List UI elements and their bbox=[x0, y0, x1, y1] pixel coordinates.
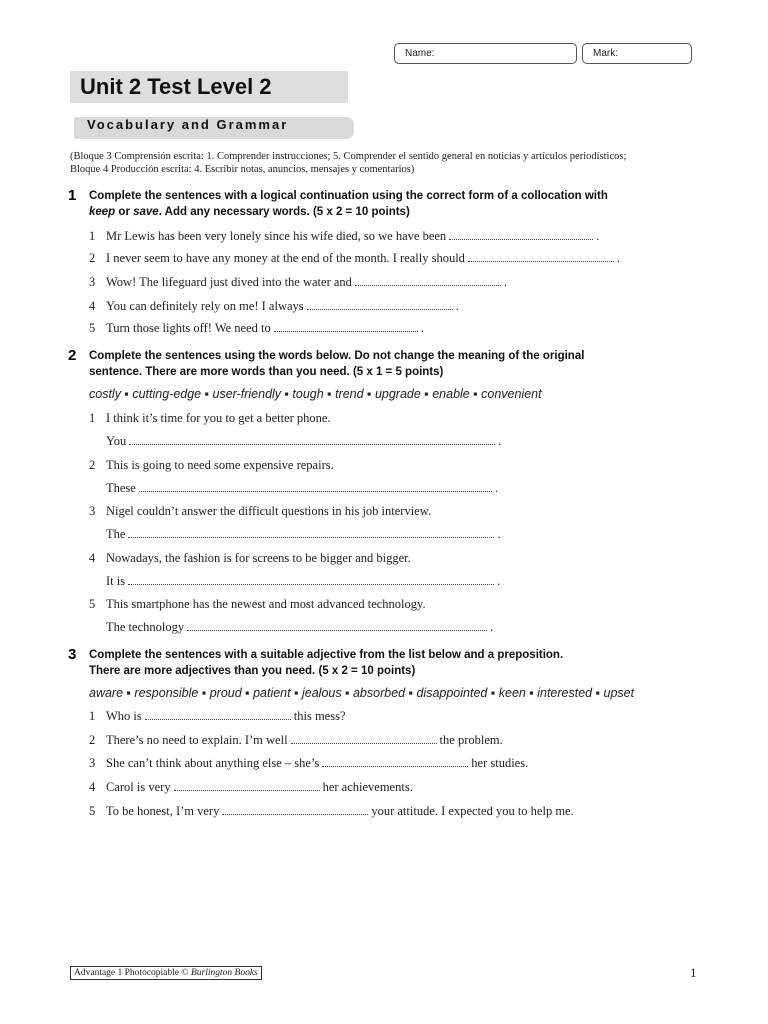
answer-start: You bbox=[106, 434, 127, 448]
exercise-1-item-1 bbox=[89, 229, 599, 244]
exercise-2-item-1 bbox=[89, 411, 331, 426]
exercise-3-instructions bbox=[89, 647, 689, 679]
item-end: . bbox=[498, 434, 502, 448]
copyright-footer bbox=[70, 966, 262, 980]
exercise-1-instruction-line-2 bbox=[89, 204, 689, 220]
answer-blank[interactable] bbox=[129, 435, 495, 445]
item-number: 1 bbox=[89, 229, 96, 243]
item-end: . bbox=[455, 299, 459, 313]
publisher-name: Burlington Books bbox=[190, 968, 258, 978]
keyword-keep: keep bbox=[89, 206, 116, 218]
exercise-3-word-list: aware ▪ responsible ▪ proud ▪ patient ▪ jealous ▪ absorbed ▪ disappointed ▪ keen ▪ interested ▪ upset bbox=[89, 686, 635, 700]
item-text: Nowadays, the fashion is for screens to be bigger and bigger. bbox=[106, 551, 411, 565]
item-number: 1 bbox=[89, 709, 96, 723]
item-number: 4 bbox=[89, 551, 96, 565]
item-end: . bbox=[490, 620, 494, 634]
item-text: This smartphone has the newest and most advanced technology. bbox=[106, 597, 426, 611]
answer-blank[interactable] bbox=[222, 805, 368, 815]
keyword-save: save bbox=[133, 206, 159, 218]
item-end: . bbox=[494, 481, 498, 495]
item-before: Who is bbox=[106, 709, 142, 723]
answer-blank[interactable] bbox=[139, 482, 492, 492]
item-number: 4 bbox=[89, 780, 96, 794]
item-after: the problem. bbox=[439, 733, 503, 747]
item-text: Wow! The lifeguard just dived into the water and bbox=[106, 275, 352, 289]
item-after: her studies. bbox=[471, 756, 529, 770]
item-text: Nigel couldn’t answer the difficult questions in his job interview. bbox=[106, 504, 432, 518]
item-before: She can’t think about anything else – she’s bbox=[106, 756, 320, 770]
item-after: this mess? bbox=[293, 709, 346, 723]
item-end: . bbox=[420, 321, 424, 335]
answer-blank[interactable] bbox=[291, 734, 437, 744]
curriculum-note bbox=[70, 151, 700, 176]
exercise-3-item-4 bbox=[89, 780, 413, 795]
exercise-2-instructions bbox=[89, 348, 689, 380]
exercise-3-item-1 bbox=[89, 709, 346, 724]
answer-blank[interactable] bbox=[128, 528, 494, 538]
exercise-1-instruction-line-1: Complete the sentences with a logical continuation using the correct form of a collocation with bbox=[89, 190, 608, 202]
item-text: I think it’s time for you to get a better phone. bbox=[106, 411, 331, 425]
subtitle-accent bbox=[70, 117, 74, 139]
exercise-3-item-2 bbox=[89, 733, 503, 748]
answer-start: It is bbox=[106, 574, 126, 588]
exercise-2-item-5 bbox=[89, 597, 426, 612]
item-end: . bbox=[616, 251, 621, 265]
curriculum-note-line-1: (Bloque 3 Comprensión escrita: 1. Comprender instrucciones; 5. Comprender el sentido general en noticias y artículos periodísticos; bbox=[70, 151, 627, 162]
answer-start: The technology bbox=[106, 620, 185, 634]
answer-blank[interactable] bbox=[468, 252, 614, 262]
exercise-2-item-5-answer bbox=[89, 620, 493, 635]
item-number: 3 bbox=[89, 756, 96, 770]
exercise-1-points: . Add any necessary words. (5 x 2 = 10 points) bbox=[158, 206, 410, 218]
exercise-1-instructions bbox=[89, 188, 689, 220]
item-number: 5 bbox=[89, 804, 96, 818]
exercise-2-instruction-line-1: Complete the sentences using the words below. Do not change the meaning of the original bbox=[89, 350, 585, 362]
exercise-2-item-3-answer bbox=[89, 527, 501, 542]
exercise-2-item-2-answer bbox=[89, 481, 498, 496]
answer-blank[interactable] bbox=[145, 710, 291, 720]
exercise-3-number: 3 bbox=[68, 646, 77, 663]
exercise-1-number: 1 bbox=[68, 187, 77, 204]
item-number: 4 bbox=[89, 299, 96, 313]
page-number: 1 bbox=[690, 965, 697, 980]
answer-blank[interactable] bbox=[449, 230, 593, 240]
item-end: . bbox=[497, 574, 501, 588]
mark-label: Mark: bbox=[593, 48, 618, 59]
exercise-2-instruction-line-2: sentence. There are more words than you need. (5 x 1 = 5 points) bbox=[89, 366, 444, 378]
exercise-2-item-4-answer bbox=[89, 574, 500, 589]
item-text: You can definitely rely on me! I always bbox=[106, 299, 304, 313]
item-before: There’s no need to explain. I’m well bbox=[106, 733, 288, 747]
item-number: 2 bbox=[89, 733, 96, 747]
exercise-3-item-3 bbox=[89, 756, 528, 771]
item-text: This is going to need some expensive repairs. bbox=[106, 458, 334, 472]
answer-blank[interactable] bbox=[128, 575, 494, 585]
answer-start: The bbox=[106, 527, 126, 541]
curriculum-note-line-2: Bloque 4 Producción escrita: 4. Escribir notas, anuncios, mensajes y comentarios) bbox=[70, 163, 415, 175]
item-text: Turn those lights off! We need to bbox=[106, 321, 271, 335]
answer-blank[interactable] bbox=[322, 757, 468, 767]
exercise-2-item-4 bbox=[89, 551, 411, 566]
exercise-1-item-2 bbox=[89, 251, 620, 266]
answer-blank[interactable] bbox=[187, 621, 487, 631]
item-number: 5 bbox=[89, 321, 96, 335]
footer-text: Advantage 1 Photocopiable © bbox=[74, 968, 191, 978]
item-number: 3 bbox=[89, 504, 96, 518]
exercise-2-word-list: costly ▪ cutting-edge ▪ user-friendly ▪ tough ▪ trend ▪ upgrade ▪ enable ▪ convenient bbox=[89, 387, 542, 401]
item-number: 2 bbox=[89, 458, 96, 472]
item-number: 3 bbox=[89, 275, 96, 289]
item-number: 5 bbox=[89, 597, 96, 611]
item-end: . bbox=[596, 229, 600, 243]
exercise-2-item-1-answer bbox=[89, 434, 501, 449]
answer-blank[interactable] bbox=[307, 300, 453, 310]
answer-start: These bbox=[106, 481, 136, 495]
item-before: Carol is very bbox=[106, 780, 171, 794]
exercise-1-item-4 bbox=[89, 299, 459, 314]
keyword-or: or bbox=[115, 206, 134, 218]
mark-field[interactable] bbox=[582, 43, 692, 64]
item-end: . bbox=[503, 275, 508, 289]
exercise-2-item-2 bbox=[89, 458, 334, 473]
exercise-3-instruction-line-2: There are more adjectives than you need. (5 x 2 = 10 points) bbox=[89, 665, 416, 677]
section-subtitle: Vocabulary and Grammar bbox=[87, 117, 289, 132]
item-number: 2 bbox=[89, 251, 96, 265]
exercise-2-item-3 bbox=[89, 504, 431, 519]
item-text: I never seem to have any money at the end of the month. I really should bbox=[106, 251, 465, 265]
item-before: To be honest, I’m very bbox=[106, 804, 220, 818]
item-end: . bbox=[497, 527, 501, 541]
answer-blank[interactable] bbox=[274, 322, 418, 332]
answer-blank[interactable] bbox=[174, 781, 320, 791]
name-field[interactable] bbox=[394, 43, 577, 64]
exercise-3-item-5 bbox=[89, 804, 574, 819]
exercise-1-item-3 bbox=[89, 275, 507, 290]
item-after: her achievements. bbox=[322, 780, 413, 794]
item-number: 1 bbox=[89, 411, 96, 425]
name-label: Name: bbox=[405, 48, 435, 59]
item-text: Mr Lewis has been very lonely since his wife died, so we have been bbox=[106, 229, 447, 243]
exercise-1-item-5 bbox=[89, 321, 424, 336]
item-after: your attitude. I expected you to help me. bbox=[371, 804, 574, 818]
answer-blank[interactable] bbox=[355, 276, 501, 286]
page-title: Unit 2 Test Level 2 bbox=[80, 74, 272, 99]
exercise-2-number: 2 bbox=[68, 347, 77, 364]
exercise-3-instruction-line-1: Complete the sentences with a suitable adjective from the list below and a preposition. bbox=[89, 649, 564, 661]
